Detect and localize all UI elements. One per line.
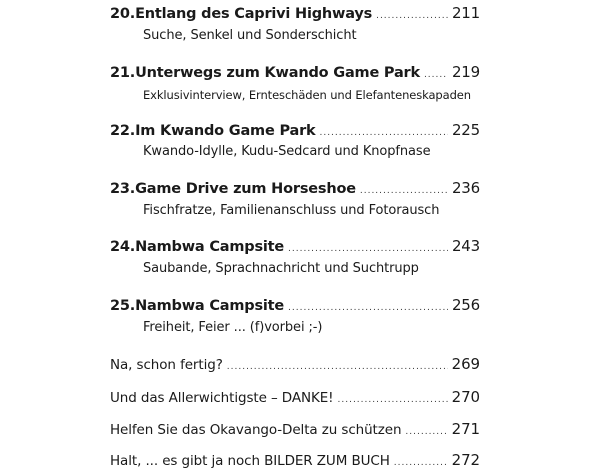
extra-title: Helfen Sie das Okavango-Delta zu schützen bbox=[110, 422, 402, 438]
dot-leader bbox=[394, 458, 448, 468]
dot-leader bbox=[360, 186, 448, 196]
chapter-title: Unterwegs zum Kwando Game Park bbox=[135, 65, 420, 81]
chapter-number: 23. bbox=[110, 181, 136, 197]
extra-title: Halt, ... es gibt ja noch BILDER ZUM BUCH bbox=[110, 453, 390, 469]
page-number: 243 bbox=[451, 237, 480, 255]
page-number: 271 bbox=[451, 420, 480, 438]
page-number: 270 bbox=[451, 388, 480, 406]
chapter-number: 24. bbox=[110, 239, 136, 255]
chapter-number: 21. bbox=[110, 65, 136, 81]
chapter-number: 25. bbox=[110, 298, 136, 314]
chapter-number: 22. bbox=[110, 123, 136, 139]
dot-leader bbox=[405, 427, 447, 437]
chapter-title: Nambwa Campsite bbox=[135, 239, 285, 255]
chapter-title: Im Kwando Game Park bbox=[135, 123, 316, 139]
extra-title: Und das Allerwichtigste – DANKE! bbox=[110, 390, 334, 406]
page-number: 269 bbox=[451, 355, 480, 373]
page-number: 211 bbox=[451, 4, 480, 22]
page-number: 256 bbox=[451, 296, 480, 314]
chapter-subtitle: Kwando-Idylle, Kudu-Sedcard und Knopfnase bbox=[143, 144, 431, 159]
dot-leader bbox=[288, 303, 448, 313]
extra-title: Na, schon fertig? bbox=[110, 357, 223, 373]
chapter-title: Nambwa Campsite bbox=[135, 298, 285, 314]
chapter-title: Game Drive zum Horseshoe bbox=[135, 181, 356, 197]
chapter-title: Entlang des Caprivi Highways bbox=[135, 6, 373, 22]
dot-leader bbox=[338, 395, 448, 405]
chapter-number: 20. bbox=[110, 6, 136, 22]
page-number: 272 bbox=[451, 451, 480, 469]
chapter-subtitle: Suche, Senkel und Sonderschicht bbox=[143, 28, 357, 43]
page-number: 219 bbox=[451, 63, 480, 81]
dot-leader bbox=[424, 70, 448, 80]
chapter-subtitle: Saubande, Sprachnachricht und Suchtrupp bbox=[143, 261, 419, 276]
chapter-subtitle: Fischfratze, Familienanschluss und Fotorausch bbox=[143, 203, 440, 218]
page-number: 236 bbox=[451, 179, 480, 197]
dot-leader bbox=[376, 11, 448, 21]
dot-leader bbox=[288, 244, 448, 254]
page-number: 225 bbox=[451, 121, 480, 139]
dot-leader bbox=[227, 362, 448, 372]
chapter-subtitle: Freiheit, Feier ... (f)vorbei ;-) bbox=[143, 320, 323, 335]
dot-leader bbox=[319, 128, 448, 138]
chapter-subtitle: Exklusivinterview, Ernteschäden und Elefanteneskapaden bbox=[143, 88, 471, 102]
